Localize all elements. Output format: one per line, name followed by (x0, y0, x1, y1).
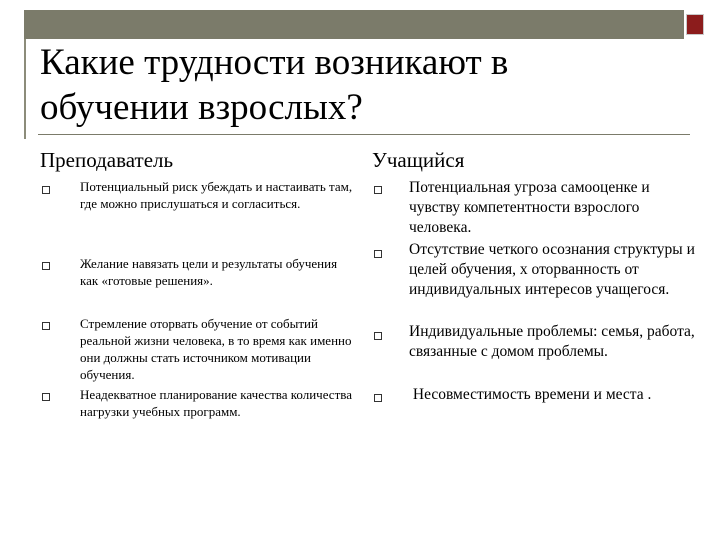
square-bullet-icon (42, 322, 50, 330)
student-item-text: Потенциальная угроза самооценке и чувству компетентности взрослого человека. (409, 179, 650, 236)
square-bullet-icon (42, 262, 50, 270)
teacher-item-text: Желание навязать цели и результаты обучения как «готовые решения». (80, 256, 338, 288)
teacher-item-text: Неадекватное планирование качества количества нагрузки учебных программ. (80, 387, 352, 419)
title-divider (38, 134, 690, 135)
left-decor-line (24, 39, 26, 139)
teacher-item-text: Потенциальный риск убеждать и настаивать там, где можно прислушаться и согласиться. (80, 179, 353, 211)
header-decor-bar (24, 10, 684, 39)
square-bullet-icon (374, 332, 382, 340)
student-item-text: Индивидуальные проблемы: семья, работа, связанные с домом проблемы. (409, 323, 695, 360)
corner-accent-square-outline (686, 14, 704, 35)
square-bullet-icon (374, 394, 382, 402)
square-bullet-icon (42, 186, 50, 194)
student-item-text: Отсутствие четкого осознания структуры и целей обучения, х оторванность от индивидуальных интересов учащегося. (409, 241, 695, 298)
student-item-text: Несовместимость времени и места . (409, 386, 652, 403)
square-bullet-icon (374, 250, 382, 258)
square-bullet-icon (374, 186, 382, 194)
teacher-heading: Преподаватель (40, 148, 174, 172)
square-bullet-icon (42, 393, 50, 401)
slide-title: Какие трудности возникают в обучении взрослых? (40, 42, 509, 128)
teacher-item-text: Стремление оторвать обучение от событий реальной жизни человека, в то время как именно они должны стать источником мотивации обучения. (80, 316, 352, 382)
student-heading: Учащийся (372, 148, 465, 172)
